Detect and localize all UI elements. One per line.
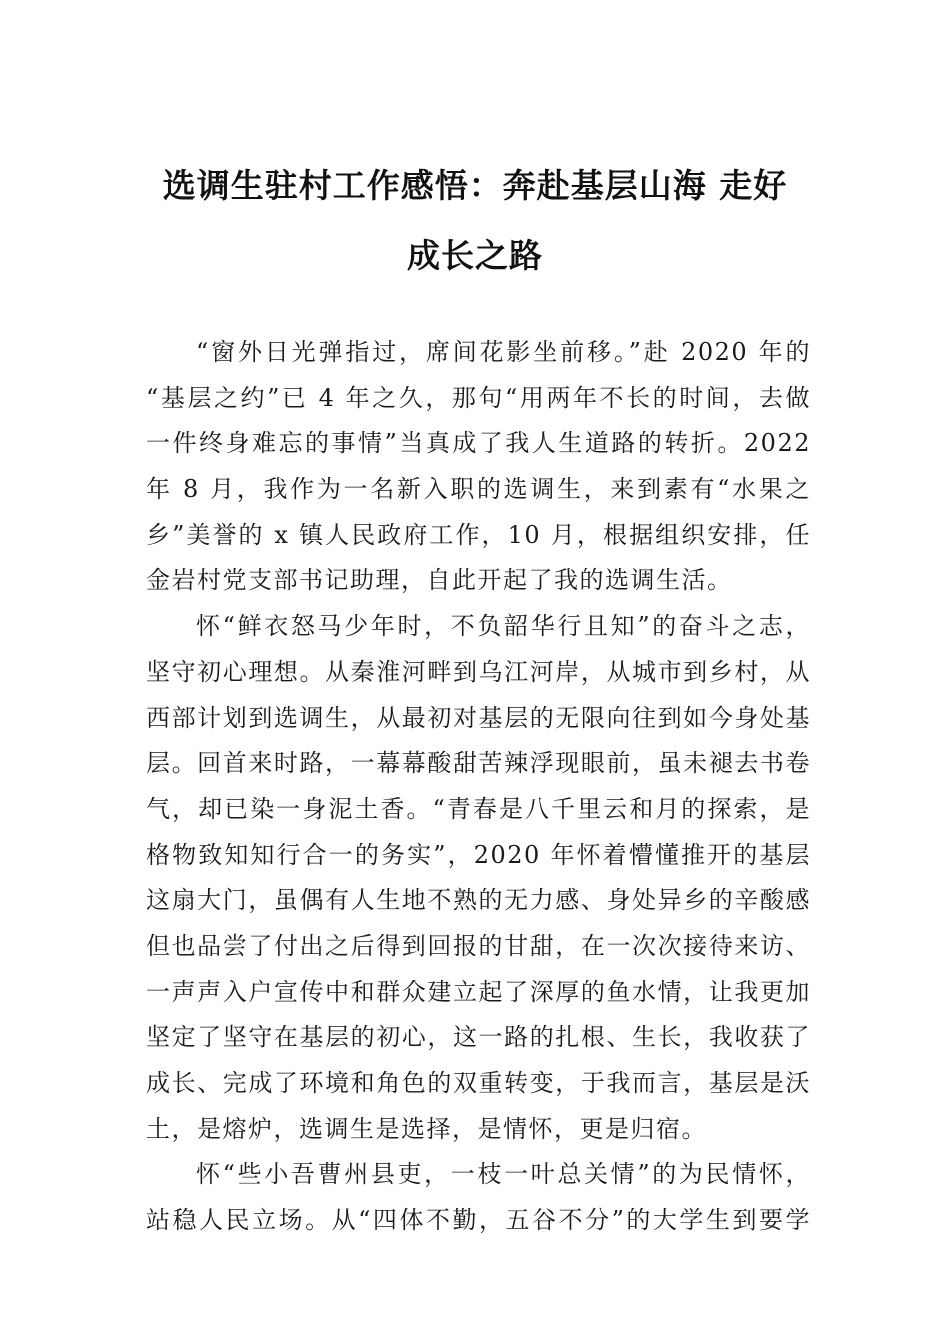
paragraph-line: 站稳人民立场。从“四体不勤，五谷不分”的大学生到要学 <box>146 1206 811 1235</box>
paragraph-line: 西部计划到选调生，从最初对基层的无限向往到如今身处基 <box>146 703 811 732</box>
document-body <box>146 330 811 1244</box>
paragraph-line: 乡”美誉的 x 镇人民政府工作，10 月，根据组织安排，任 <box>146 520 811 549</box>
paragraph-line: 格物致知知行合一的务实”，2020 年怀着懵懂推开的基层 <box>146 840 811 869</box>
paragraph-line: 金岩村党支部书记助理，自此开起了我的选调生活。 <box>146 566 733 595</box>
paragraph-line: 成长、完成了环境和角色的双重转变，于我而言，基层是沃 <box>146 1069 811 1097</box>
paragraph-line: 怀“鲜衣怒马少年时，不负韶华行且知”的奋斗之志， <box>196 612 811 641</box>
paragraph-line: 一件终身难忘的事情”当真成了我人生道路的转折。2022 <box>146 429 811 458</box>
paragraph-line: “窗外日光弹指过，席间花影坐前移。”赴 2020 年的 <box>196 338 811 366</box>
paragraph-line: 怀“些小吾曹州县吏，一枝一叶总关情”的为民情怀， <box>196 1160 811 1189</box>
document-title-line-1: 选调生驻村工作感悟：奔赴基层山海 走好 <box>162 166 788 205</box>
paragraph-line: 一声声入户宣传中和群众建立起了深厚的鱼水情，让我更加 <box>146 977 811 1006</box>
paragraph-line: 气，却已染一身泥土香。“青春是八千里云和月的探索，是 <box>146 794 811 823</box>
paragraph-line: 但也品尝了付出之后得到回报的甘甜，在一次次接待来访、 <box>146 931 811 960</box>
paragraph-line: 这扇大门，虽偶有人生地不熟的无力感、身处异乡的辛酸感 <box>146 886 811 915</box>
paragraph-line: 坚定了坚守在基层的初心，这一路的扎根、生长，我收获了 <box>146 1023 811 1052</box>
paragraph-line: 年 8 月，我作为一名新入职的选调生，来到素有“水果之 <box>146 475 811 504</box>
paragraph-line: 层。回首来时路，一幕幕酸甜苦辣浮现眼前，虽未褪去书卷 <box>146 749 811 778</box>
paragraph-line: 土，是熔炉，选调生是选择，是情怀，更是归宿。 <box>146 1114 707 1143</box>
paragraph-line: 坚守初心理想。从秦淮河畔到乌江河岸，从城市到乡村，从 <box>146 657 811 686</box>
document-title-line-2: 成长之路 <box>407 236 543 275</box>
paragraph-line: “基层之约”已 4 年之久，那句“用两年不长的时间，去做 <box>146 383 811 412</box>
